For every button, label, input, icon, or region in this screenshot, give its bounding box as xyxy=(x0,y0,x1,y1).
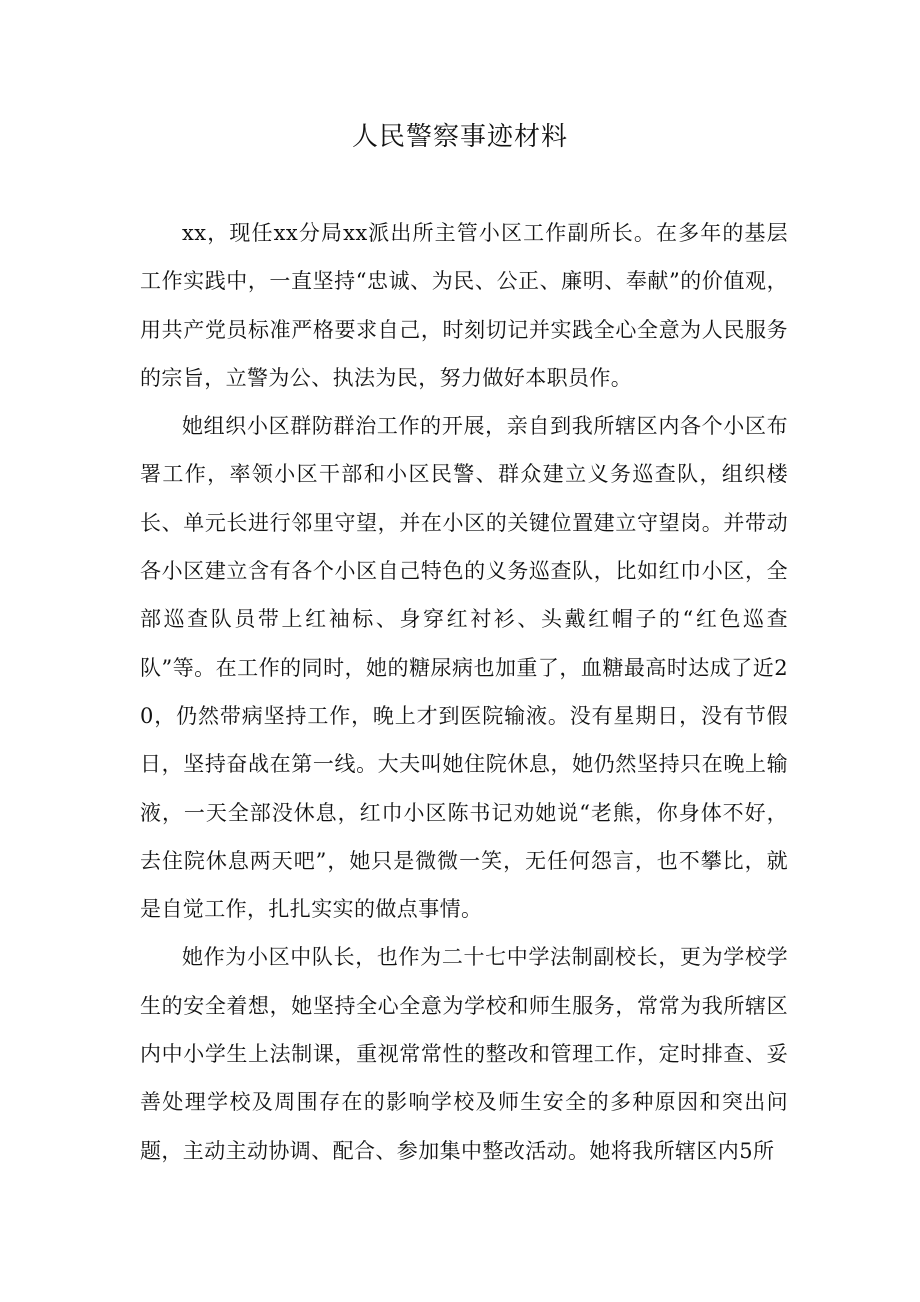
paragraph-3: 她作为小区中队长，也作为二十七中学法制副校长，更为学校学生的安全着想，她坚持全心全意为学校和师生服务，常常为我所辖区内中小学生上法制课，重视常常性的整改和管理工作，定时排查、妥善处理学校及周围存在的影响学校及师生安全的多种原因和突出问题，主动主动协调、配合、参加集中整改活动。她将我所辖区内5所 xyxy=(140,945,788,1163)
document-title: 人民警察事迹材料 xyxy=(351,122,568,152)
paragraph-2: 她组织小区群防群治工作的开展，亲自到我所辖区内各个小区布署工作，率领小区干部和小区民警、群众建立义务巡查队，组织楼长、单元长进行邻里守望，并在小区的关键位置建立守望岗。并带动各小区建立含有各个小区自己特色的义务巡查队，比如红巾小区，全部巡查队员带上红袖标、身穿红衬衫、头戴红帽子的“红色巡查队”等。在工作的同时，她的糖尿病也加重了，血糖最高时达成了近20，仍然带病坚持工作，晚上才到医院输液。没有星期日，没有节假日，坚持奋战在第一线。大夫叫她住院休息，她仍然坚持只在晚上输液，一天全部没休息，红巾小区陈书记劝她说“老熊，你身体不好，去住院休息两天吧”，她只是微微一笑，无任何怨言，也不攀比，就是自觉工作，扎扎实实的做点事情。 xyxy=(140,414,788,922)
document-body xyxy=(140,209,788,1175)
paragraph-1: xx，现任xx分局xx派出所主管小区工作副所长。在多年的基层工作实践中，一直坚持“忠诚、为民、公正、廉明、奉献”的价值观，用共产党员标准严格要求自己，时刻切记并实践全心全意为人民服务的宗旨，立警为公、执法为民，努力做好本职员作。 xyxy=(140,221,788,390)
